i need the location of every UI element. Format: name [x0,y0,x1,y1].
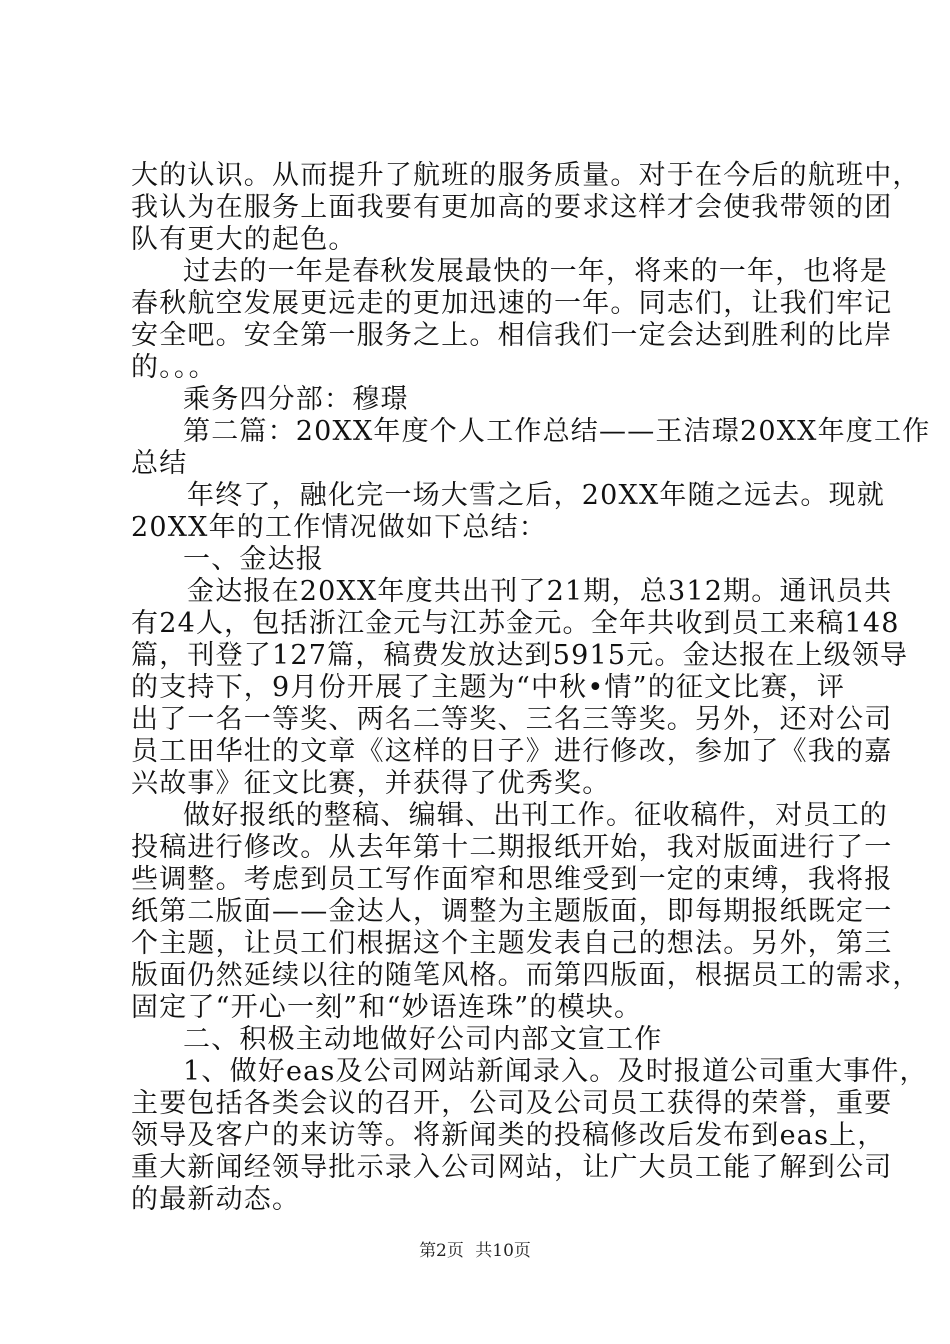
text-line: 一、金达报 [183,544,324,575]
text-line: 篇，刊登了127篇，稿费发放达到5915元。金达报在上级领导 [131,640,909,671]
document-body [131,160,931,1216]
text-line: 安全吧。安全第一服务之上。相信我们一定会达到胜利的比岸 [131,320,893,351]
text-line: 纸第二版面——金达人，调整为主题版面，即每期报纸既定一 [131,896,893,927]
text-line: 个主题，让员工们根据这个主题发表自己的想法。另外，第三 [131,928,893,959]
text-line: 金达报在20XX年度共出刊了21期，总312期。通讯员共 [187,576,893,607]
text-line: 总结 [131,448,188,479]
text-line: 年终了，融化完一场大雪之后，20XX年随之远去。现就 [187,480,885,511]
text-line: 春秋航空发展更远走的更加迅速的一年。同志们，让我们牢记 [131,288,893,319]
text-line: 我认为在服务上面我要有更加高的要求这样才会使我带领的团 [131,192,893,223]
text-line: 固定了“开心一刻”和“妙语连珠”的模块。 [131,992,643,1023]
text-line: 版面仍然延续以往的随笔风格。而第四版面，根据员工的需求， [131,960,921,991]
text-line: 的。。。 [131,352,217,383]
text-line: 过去的一年是春秋发展最快的一年，将来的一年，也将是 [183,256,888,287]
text-line: 些调整。考虑到员工写作面窄和思维受到一定的束缚，我将报 [131,864,893,895]
page-footer [0,1240,950,1262]
text-line: 员工田华壮的文章《这样的日子》进行修改，参加了《我的嘉 [131,736,893,767]
text-line: 乘务四分部：穆璟 [183,384,409,415]
text-line: 投稿进行修改。从去年第十二期报纸开始，我对版面进行了一 [131,832,893,863]
text-line: 出了一名一等奖、两名二等奖、三名三等奖。另外，还对公司 [131,704,893,735]
text-line: 重大新闻经领导批示录入公司网站，让广大员工能了解到公司 [131,1152,893,1183]
text-line: 队有更大的起色。 [131,224,357,255]
text-line: 大的认识。从而提升了航班的服务质量。对于在今后的航班中， [131,160,921,191]
text-line: 1、做好eas及公司网站新闻录入。及时报道公司重大事件， [183,1056,928,1087]
text-line: 的支持下，9月份开展了主题为“中秋•情”的征文比赛，评 [131,672,846,703]
text-line: 第二篇：20XX年度个人工作总结——王洁璟20XX年度工作 [183,416,931,447]
text-line: 有24人，包括浙江金元与江苏金元。全年共收到员工来稿148 [131,608,900,639]
text-line: 二、积极主动地做好公司内部文宣工作 [183,1024,663,1055]
text-line: 领导及客户的来访等。将新闻类的投稿修改后发布到eas上， [131,1120,886,1151]
text-line: 兴故事》征文比赛，并获得了优秀奖。 [131,768,611,799]
page-number: 第2页 [419,1241,464,1261]
text-line: 20XX年的工作情况做如下总结： [131,512,547,543]
text-line: 的最新动态。 [131,1184,301,1215]
text-line: 做好报纸的整稿、编辑、出刊工作。征收稿件，对员工的 [183,800,888,831]
page-total: 共10页 [475,1241,531,1261]
text-line: 主要包括各类会议的召开，公司及公司员工获得的荣誉，重要 [131,1088,893,1119]
